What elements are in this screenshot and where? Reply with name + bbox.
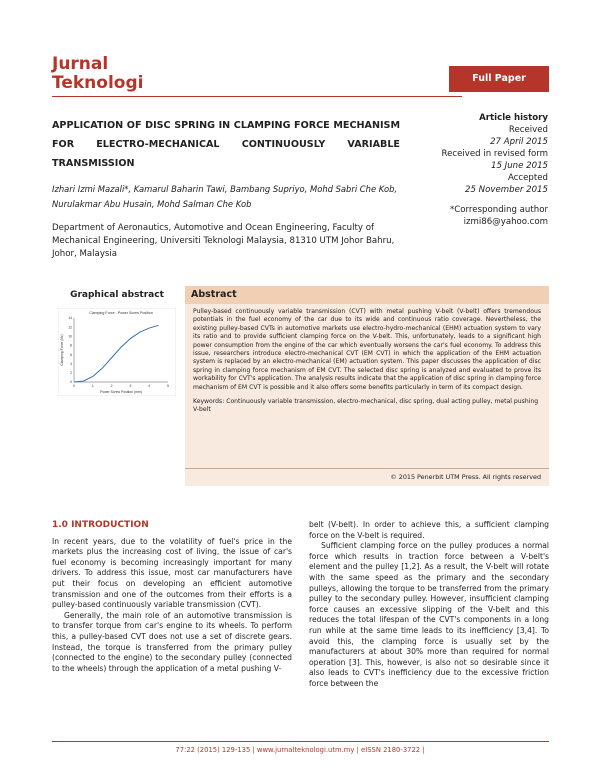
revised-label: Received in revised form bbox=[441, 149, 548, 159]
chart-title: Clamping Force - Power Screw Position bbox=[89, 311, 153, 315]
abstract-panel bbox=[185, 286, 549, 486]
accepted-date: 25 November 2015 bbox=[465, 185, 548, 195]
journal-name-line1: Jurnal bbox=[52, 54, 109, 74]
article-history bbox=[420, 112, 548, 228]
journal-name-line2: Teknologi bbox=[52, 73, 144, 93]
y-tick-label: 12 bbox=[68, 325, 72, 330]
abstract-text: Pulley-based continuously variable transmission (CVT) with metal pushing V-belt (V-belt) offers tremendous potentials in the fuel economy of the car due to its wide and continuous ratio coverage. Nevertheless, the existing pulley-based CVTs in automotive markets use electro-hydro-mechanical (EHM) actuation system to vary its ratio and to provide sufficient clamping force on the V-belt. This, unfortunately, leads to a significant high power consumption from the engine of the car which eventually worsens the car's fuel economy. To address this issue, researchers introduce electro-mechanical CVT (EM CVT) in which the application of the EHM actuation system is replaced by an electro-mechanical (EM) actuation system. This paper discusses the application of disc spring in clamping force mechanism of EM CVT. The selected disc spring is analyzed and evaluated to prove its workability for CVT's application. The analysis results indicate that the application of disc spring in clamping force mechanism of EM CVT is possible and it also offers some benefits particularly in term of its compact design. bbox=[193, 308, 541, 391]
x-tick-label: 1 bbox=[91, 384, 94, 388]
x-tick-label: 0 bbox=[73, 384, 75, 388]
full-paper-badge: Full Paper bbox=[449, 66, 549, 92]
y-tick-label: 0 bbox=[70, 380, 72, 385]
clamping-force-chart bbox=[58, 308, 176, 396]
journal-masthead bbox=[52, 55, 472, 97]
abstract-box bbox=[52, 286, 549, 486]
x-tick-label: 4 bbox=[148, 384, 151, 388]
page-footer: 77:22 (2015) 129-135 | www.jurnalteknologi.utm.my | eISSN 2180-3722 | bbox=[175, 746, 425, 754]
x-axis-label: Power Screw Position (mm) bbox=[100, 390, 142, 394]
corresponding-label: *Corresponding author bbox=[449, 205, 548, 215]
y-tick-label: 8 bbox=[70, 343, 72, 348]
received-label: Received bbox=[508, 125, 548, 135]
body-column-left bbox=[52, 520, 292, 674]
footer-rule bbox=[52, 741, 549, 742]
abstract-keywords: Keywords: Continuously variable transmission, electro-mechanical, disc spring, dual acting pulley, metal pushing V-belt bbox=[193, 398, 539, 414]
history-title: Article history bbox=[479, 113, 548, 123]
x-tick-label: 5 bbox=[167, 384, 169, 388]
x-tick-label: 3 bbox=[129, 384, 132, 388]
y-tick-label: 4 bbox=[70, 361, 72, 366]
y-axis-label: Clamping Force (kN) bbox=[60, 334, 64, 366]
paper-authors: Izhari Izmi Mazali*, Kamarul Baharin Tawi, Bambang Supriyo, Mohd Sabri Che Kob, Nurulakmar Abu Husain, Mohd Salman Che Kob bbox=[52, 184, 398, 209]
x-tick-label: 2 bbox=[110, 384, 113, 388]
y-tick-label: 2 bbox=[70, 371, 72, 376]
paper-title: APPLICATION OF DISC SPRING IN CLAMPING FORCE MECHANISM FOR ELECTRO-MECHANICAL CONTINUOUSLY VARIABLE TRANSMISSION bbox=[52, 120, 400, 169]
section-heading-introduction: 1.0 INTRODUCTION bbox=[52, 520, 149, 530]
received-date: 27 April 2015 bbox=[490, 137, 548, 147]
intro-paragraph-4: Sufficient clamping force on the pulley produces a normal force which results in traction force between a V-belt's element and the pulley [1,2]. As a result, the V-belt will rotate with the same speed as the primary and the secondary pulleys, allowing the torque to be transferred from the primary pulley to the secondary pulley. However, insufficient clamping force causes an excessive slipping of the V-belt and this reduces the total lifespan of the CVT's components in a long run while at the same time leads to its inefficiency [3,4]. To avoid this, the clamping force is usually set by the manufacturers at about 30% more than required for normal operation [3]. This, however, is also not so desirable since it also leads to CVT's inefficiency due to the excessive friction force between the bbox=[309, 541, 549, 688]
y-tick-label: 14 bbox=[68, 316, 72, 321]
intro-paragraph-3: belt (V-belt). In order to achieve this, a sufficient clamping force on the V-belt is required. bbox=[309, 520, 549, 540]
author-affiliation: Department of Aeronautics, Automotive and Ocean Engineering, Faculty of Mechanical Engineering, Universiti Teknologi Malaysia, 81310 UTM Johor Bahru, Johor, Malaysia bbox=[52, 223, 395, 259]
graphical-abstract bbox=[52, 286, 182, 486]
graphical-abstract-title: Graphical abstract bbox=[70, 290, 164, 300]
accepted-label: Accepted bbox=[507, 173, 548, 183]
body-column-right bbox=[309, 520, 549, 690]
abstract-title: Abstract bbox=[185, 286, 549, 304]
y-tick-label: 6 bbox=[70, 352, 72, 357]
corresponding-email[interactable]: izmi86@yahoo.com bbox=[463, 217, 548, 227]
intro-paragraph-1: In recent years, due to the volatility of fuel's price in the markets plus the increasing cost of living, the issue of car's fuel economy is becoming increasingly important for many drivers. To address this issue, most car manufacturers have put their focus on developing an efficient automotive transmission and one of the outcomes from their efforts is a pulley-based continuously variable transmission (CVT). bbox=[52, 536, 292, 610]
masthead-rule bbox=[52, 96, 462, 97]
copyright-notice: © 2015 Penerbit UTM Press. All rights reserved bbox=[185, 468, 549, 485]
intro-paragraph-2: Generally, the main role of an automotive transmission is to transfer torque from car's engine to its wheels. To perform this, a pulley-based CVT does not use a set of discrete gears. Instead, the torque is transferred from the primary pulley (connected to the engine) to the secondary pulley (connected to the wheels) through the application of a metal pushing V- bbox=[52, 610, 292, 673]
y-tick-label: 10 bbox=[68, 334, 72, 339]
revised-date: 15 June 2015 bbox=[491, 161, 548, 171]
